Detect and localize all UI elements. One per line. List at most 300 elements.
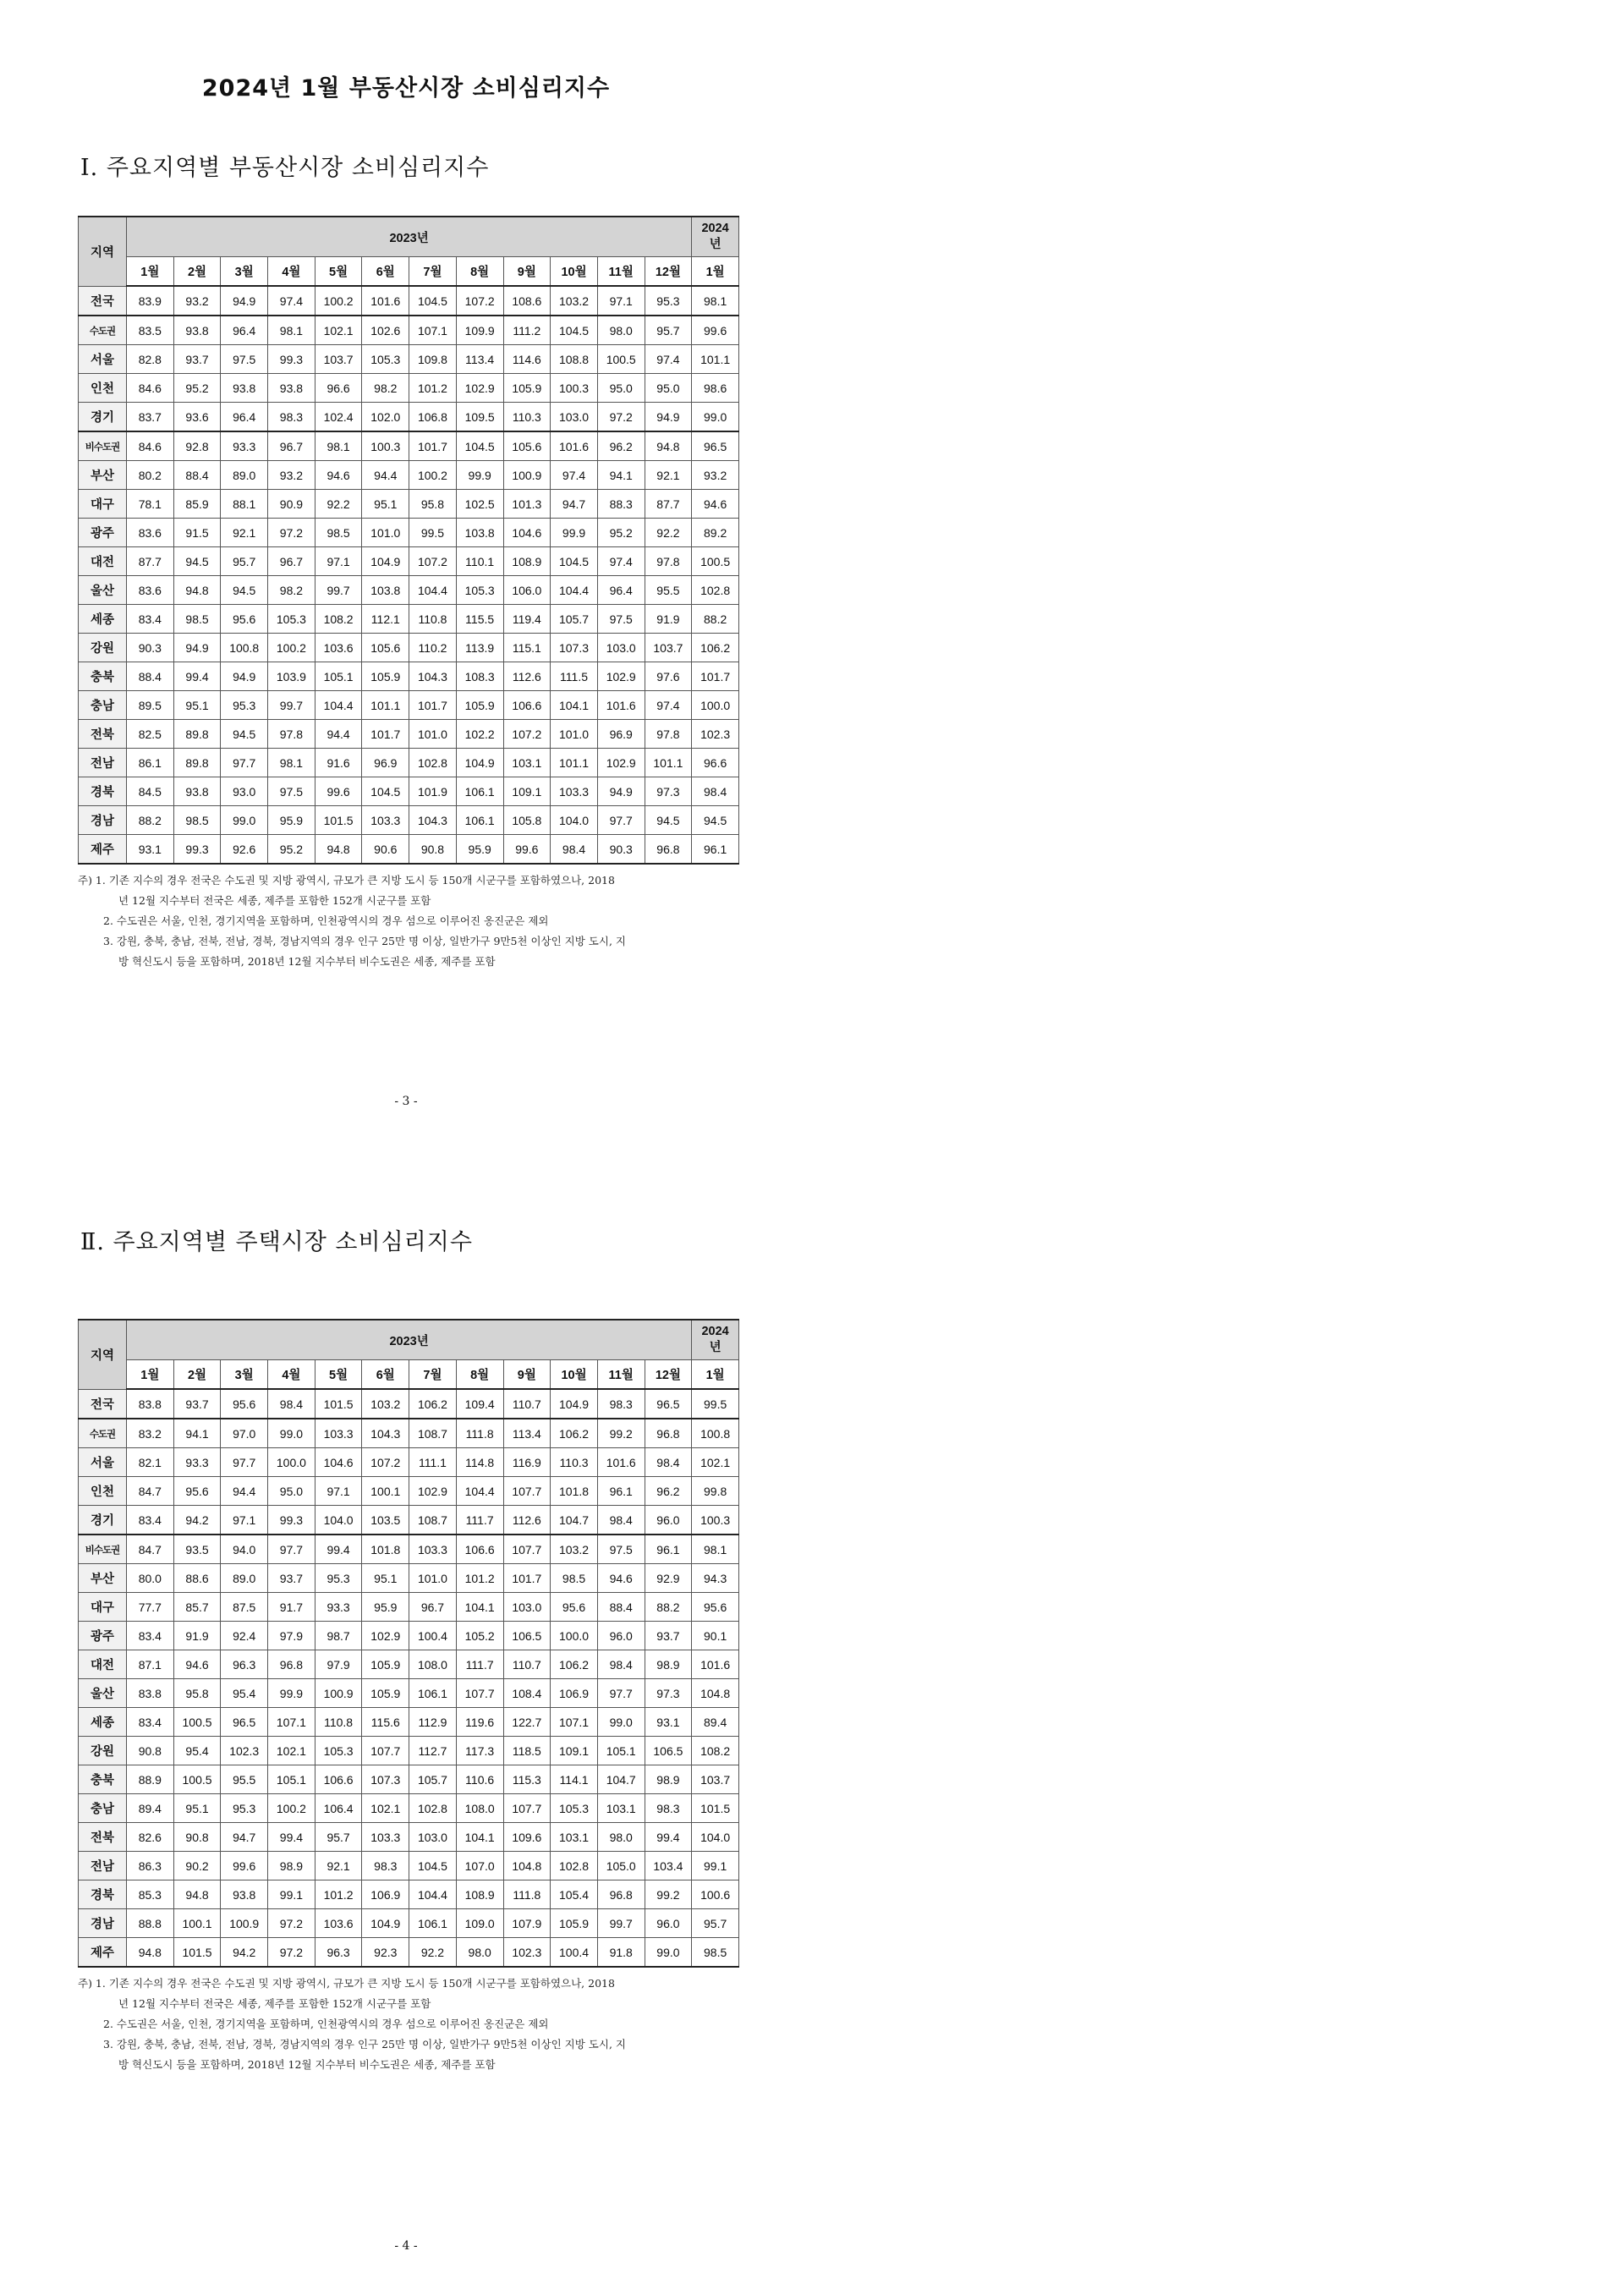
value-cell: 88.4 [127,662,174,691]
month-header: 5월 [315,1360,362,1390]
value-cell: 96.9 [362,749,409,777]
value-cell: 98.5 [173,605,221,634]
value-cell: 117.3 [456,1737,503,1765]
value-cell: 95.1 [173,691,221,720]
value-cell: 89.8 [173,720,221,749]
region-cell: 경남 [79,1909,127,1938]
value-cell: 82.5 [127,720,174,749]
value-cell: 105.3 [315,1737,362,1765]
value-cell: 103.5 [362,1506,409,1535]
region-cell: 대구 [79,490,127,519]
value-cell: 96.1 [645,1535,692,1564]
value-cell: 90.9 [268,490,315,519]
region-cell: 제주 [79,835,127,865]
value-cell: 104.1 [456,1823,503,1852]
value-cell: 99.2 [597,1419,645,1448]
value-cell: 100.9 [503,461,551,490]
value-cell: 101.5 [315,806,362,835]
value-cell: 98.5 [173,806,221,835]
value-cell: 105.9 [362,1679,409,1708]
table-row [79,1622,739,1650]
value-cell: 97.0 [221,1419,268,1448]
value-cell: 94.8 [645,431,692,461]
value-cell: 99.9 [268,1679,315,1708]
table-row [79,691,739,720]
value-cell: 94.6 [597,1564,645,1593]
value-cell: 88.6 [173,1564,221,1593]
document-title: 2024년 1월 부동산시장 소비심리지수 [201,75,611,102]
value-cell: 83.5 [127,316,174,345]
value-cell: 94.1 [597,461,645,490]
value-cell: 88.1 [221,490,268,519]
value-cell: 93.3 [173,1448,221,1477]
value-cell: 101.5 [173,1938,221,1968]
value-cell: 109.8 [409,345,457,374]
value-cell: 93.1 [645,1708,692,1737]
value-cell: 100.2 [315,286,362,316]
value-cell: 111.7 [456,1650,503,1679]
value-cell: 106.1 [409,1679,457,1708]
footnote-line: 주) 1. 기존 지수의 경우 전국은 수도권 및 지방 광역시, 규모가 큰 지방 도시 등 150개 시군구를 포함하였으나, 2018 [78,1977,615,1990]
table-row [79,547,739,576]
value-cell: 103.3 [551,777,598,806]
value-cell: 104.9 [456,749,503,777]
value-cell: 83.8 [127,1389,174,1419]
value-cell: 107.7 [362,1737,409,1765]
value-cell: 101.0 [362,519,409,547]
value-cell: 95.9 [456,835,503,865]
value-cell: 100.0 [551,1622,598,1650]
table-row [79,1880,739,1909]
value-cell: 100.9 [315,1679,362,1708]
value-cell: 97.9 [315,1650,362,1679]
value-cell: 98.7 [315,1622,362,1650]
region-header: 지역 [79,1320,127,1389]
value-cell: 87.7 [127,547,174,576]
value-cell: 96.9 [597,720,645,749]
table-row [79,461,739,490]
value-cell: 103.6 [315,1909,362,1938]
month-header: 1월 [127,1360,174,1390]
table-row [79,1737,739,1765]
value-cell: 104.9 [362,547,409,576]
value-cell: 114.1 [551,1765,598,1794]
value-cell: 94.8 [173,1880,221,1909]
value-cell: 106.4 [315,1794,362,1823]
month-header: 7월 [409,1360,457,1390]
value-cell: 105.1 [315,662,362,691]
value-cell: 91.9 [173,1622,221,1650]
value-cell: 99.5 [692,1389,739,1419]
value-cell: 108.6 [503,286,551,316]
value-cell: 110.3 [551,1448,598,1477]
value-cell: 107.1 [551,1708,598,1737]
value-cell: 100.0 [268,1448,315,1477]
value-cell: 97.7 [221,749,268,777]
value-cell: 94.9 [645,403,692,432]
value-cell: 112.9 [409,1708,457,1737]
value-cell: 90.6 [362,835,409,865]
footnote-line: 년 12월 지수부터 전국은 세종, 제주를 포함한 152개 시군구를 포함 [118,1997,431,2010]
value-cell: 112.7 [409,1737,457,1765]
value-cell: 98.0 [597,316,645,345]
value-cell: 102.9 [362,1622,409,1650]
value-cell: 106.1 [456,806,503,835]
table-row [79,749,739,777]
table-row [79,286,739,316]
table-row [79,345,739,374]
value-cell: 93.0 [221,777,268,806]
value-cell: 92.2 [315,490,362,519]
value-cell: 96.7 [268,431,315,461]
table-row [79,1448,739,1477]
value-cell: 99.3 [268,1506,315,1535]
value-cell: 103.2 [551,286,598,316]
month-header: 2월 [173,257,221,287]
value-cell: 105.1 [597,1737,645,1765]
value-cell: 108.9 [456,1880,503,1909]
value-cell: 100.8 [692,1419,739,1448]
region-cell: 전남 [79,1852,127,1880]
value-cell: 98.9 [645,1650,692,1679]
value-cell: 104.3 [409,662,457,691]
value-cell: 92.2 [409,1938,457,1968]
value-cell: 100.0 [692,691,739,720]
value-cell: 106.9 [362,1880,409,1909]
table-row [79,634,739,662]
value-cell: 107.7 [456,1679,503,1708]
value-cell: 106.6 [456,1535,503,1564]
value-cell: 104.0 [692,1823,739,1852]
table-row [79,1389,739,1419]
value-cell: 93.7 [645,1622,692,1650]
value-cell: 91.6 [315,749,362,777]
value-cell: 95.2 [268,835,315,865]
value-cell: 103.0 [597,634,645,662]
region-cell: 강원 [79,1737,127,1765]
value-cell: 101.1 [362,691,409,720]
value-cell: 99.6 [315,777,362,806]
value-cell: 101.3 [503,490,551,519]
footnote-line: 주) 1. 기존 지수의 경우 전국은 수도권 및 지방 광역시, 규모가 큰 지방 도시 등 150개 시군구를 포함하였으나, 2018 [78,874,615,887]
region-cell: 울산 [79,1679,127,1708]
value-cell: 106.8 [409,403,457,432]
value-cell: 88.8 [127,1909,174,1938]
value-cell: 83.4 [127,1622,174,1650]
value-cell: 93.2 [692,461,739,490]
value-cell: 92.8 [173,431,221,461]
month-header: 3월 [221,257,268,287]
value-cell: 92.1 [221,519,268,547]
value-cell: 94.4 [315,720,362,749]
value-cell: 92.4 [221,1622,268,1650]
value-cell: 99.3 [268,345,315,374]
value-cell: 102.9 [597,749,645,777]
value-cell: 107.7 [503,1477,551,1506]
value-cell: 98.4 [268,1389,315,1419]
value-cell: 89.5 [127,691,174,720]
value-cell: 100.6 [692,1880,739,1909]
value-cell: 94.4 [221,1477,268,1506]
region-cell: 서울 [79,345,127,374]
value-cell: 93.1 [127,835,174,865]
value-cell: 105.9 [362,1650,409,1679]
region-cell: 대전 [79,547,127,576]
table-row [79,835,739,865]
value-cell: 105.9 [456,691,503,720]
value-cell: 105.3 [362,345,409,374]
value-cell: 98.0 [456,1938,503,1968]
value-cell: 95.0 [268,1477,315,1506]
value-cell: 89.0 [221,461,268,490]
value-cell: 96.2 [597,431,645,461]
value-cell: 88.2 [692,605,739,634]
value-cell: 111.8 [456,1419,503,1448]
value-cell: 95.5 [221,1765,268,1794]
table-row [79,1593,739,1622]
value-cell: 102.3 [503,1938,551,1968]
value-cell: 111.7 [456,1506,503,1535]
value-cell: 109.9 [456,316,503,345]
value-cell: 101.6 [692,1650,739,1679]
table-row [79,1765,739,1794]
index-table [78,1319,739,1968]
value-cell: 105.7 [409,1765,457,1794]
value-cell: 96.1 [692,835,739,865]
value-cell: 94.8 [127,1938,174,1968]
value-cell: 99.4 [315,1535,362,1564]
value-cell: 96.5 [692,431,739,461]
value-cell: 107.1 [268,1708,315,1737]
value-cell: 96.2 [645,1477,692,1506]
value-cell: 97.7 [221,1448,268,1477]
value-cell: 105.9 [551,1909,598,1938]
region-cell: 경기 [79,1506,127,1535]
value-cell: 104.4 [551,576,598,605]
value-cell: 93.7 [268,1564,315,1593]
table-row [79,806,739,835]
value-cell: 96.5 [221,1708,268,1737]
value-cell: 103.0 [551,403,598,432]
table-row [79,662,739,691]
value-cell: 101.1 [692,345,739,374]
value-cell: 101.5 [315,1389,362,1419]
region-cell: 서울 [79,1448,127,1477]
value-cell: 80.2 [127,461,174,490]
month-header: 10월 [551,257,598,287]
value-cell: 98.0 [597,1823,645,1852]
month-header: 6월 [362,257,409,287]
value-cell: 103.1 [597,1794,645,1823]
value-cell: 103.2 [362,1389,409,1419]
value-cell: 102.1 [692,1448,739,1477]
value-cell: 106.9 [551,1679,598,1708]
value-cell: 95.7 [692,1909,739,1938]
table-row [79,403,739,432]
value-cell: 90.3 [127,634,174,662]
value-cell: 101.2 [456,1564,503,1593]
region-cell: 대전 [79,1650,127,1679]
value-cell: 83.9 [127,286,174,316]
value-cell: 102.1 [315,316,362,345]
value-cell: 93.7 [173,1389,221,1419]
value-cell: 98.4 [645,1448,692,1477]
footnote-line: 년 12월 지수부터 전국은 세종, 제주를 포함한 152개 시군구를 포함 [118,894,431,907]
table-row [79,1852,739,1880]
month-header: 12월 [645,1360,692,1390]
region-cell: 세종 [79,605,127,634]
value-cell: 102.8 [692,576,739,605]
value-cell: 97.2 [597,403,645,432]
value-cell: 97.7 [268,1535,315,1564]
value-cell: 103.4 [645,1852,692,1880]
value-cell: 104.3 [362,1419,409,1448]
value-cell: 114.6 [503,345,551,374]
value-cell: 96.3 [315,1938,362,1968]
value-cell: 95.3 [221,691,268,720]
value-cell: 93.5 [173,1535,221,1564]
value-cell: 107.3 [362,1765,409,1794]
month-header: 1월 [692,257,739,287]
value-cell: 101.0 [409,720,457,749]
value-cell: 94.9 [173,634,221,662]
value-cell: 107.3 [551,634,598,662]
value-cell: 111.1 [409,1448,457,1477]
value-cell: 122.7 [503,1708,551,1737]
value-cell: 96.8 [268,1650,315,1679]
value-cell: 83.6 [127,576,174,605]
value-cell: 97.4 [597,547,645,576]
value-cell: 107.2 [362,1448,409,1477]
value-cell: 106.2 [551,1419,598,1448]
value-cell: 110.1 [456,547,503,576]
value-cell: 99.0 [221,806,268,835]
region-cell: 전북 [79,1823,127,1852]
value-cell: 88.3 [597,490,645,519]
value-cell: 119.6 [456,1708,503,1737]
value-cell: 104.5 [409,1852,457,1880]
value-cell: 103.9 [268,662,315,691]
value-cell: 88.4 [173,461,221,490]
value-cell: 94.6 [315,461,362,490]
value-cell: 98.1 [692,1535,739,1564]
region-cell: 부산 [79,461,127,490]
table-row [79,374,739,403]
value-cell: 97.4 [645,345,692,374]
value-cell: 101.1 [645,749,692,777]
value-cell: 102.1 [362,1794,409,1823]
table-row [79,490,739,519]
value-cell: 93.2 [268,461,315,490]
value-cell: 95.6 [551,1593,598,1622]
value-cell: 98.4 [551,835,598,865]
value-cell: 106.1 [409,1909,457,1938]
value-cell: 102.9 [597,662,645,691]
value-cell: 102.4 [315,403,362,432]
value-cell: 102.8 [409,1794,457,1823]
value-cell: 108.2 [692,1737,739,1765]
value-cell: 94.5 [645,806,692,835]
value-cell: 101.6 [597,691,645,720]
value-cell: 104.4 [409,1880,457,1909]
value-cell: 94.8 [173,576,221,605]
value-cell: 98.9 [645,1765,692,1794]
value-cell: 94.4 [362,461,409,490]
value-cell: 94.5 [221,720,268,749]
value-cell: 102.8 [551,1852,598,1880]
value-cell: 96.0 [645,1909,692,1938]
value-cell: 95.8 [173,1679,221,1708]
value-cell: 113.9 [456,634,503,662]
value-cell: 91.9 [645,605,692,634]
value-cell: 103.6 [315,634,362,662]
value-cell: 101.0 [409,1564,457,1593]
value-cell: 97.8 [268,720,315,749]
value-cell: 115.3 [503,1765,551,1794]
value-cell: 99.6 [503,835,551,865]
value-cell: 106.6 [315,1765,362,1794]
month-header: 11월 [597,257,645,287]
value-cell: 100.9 [221,1909,268,1938]
value-cell: 95.2 [597,519,645,547]
value-cell: 119.4 [503,605,551,634]
value-cell: 104.9 [551,1389,598,1419]
region-cell: 광주 [79,519,127,547]
month-header: 4월 [268,257,315,287]
value-cell: 116.9 [503,1448,551,1477]
value-cell: 107.2 [456,286,503,316]
value-cell: 97.4 [645,691,692,720]
value-cell: 89.2 [692,519,739,547]
footnote-line: 2. 수도권은 서울, 인천, 경기지역을 포함하며, 인천광역시의 경우 섬으로 이루어진 옹진군은 제외 [103,2018,549,2030]
month-header: 8월 [456,257,503,287]
value-cell: 104.9 [362,1909,409,1938]
value-cell: 107.7 [503,1794,551,1823]
value-cell: 96.8 [597,1880,645,1909]
value-cell: 94.1 [173,1419,221,1448]
value-cell: 92.3 [362,1938,409,1968]
value-cell: 102.3 [692,720,739,749]
value-cell: 106.0 [503,576,551,605]
value-cell: 84.7 [127,1477,174,1506]
value-cell: 95.3 [221,1794,268,1823]
value-cell: 108.3 [456,662,503,691]
value-cell: 95.6 [221,605,268,634]
value-cell: 99.0 [692,403,739,432]
value-cell: 98.9 [268,1852,315,1880]
value-cell: 103.0 [409,1823,457,1852]
table-row [79,1909,739,1938]
value-cell: 100.5 [597,345,645,374]
value-cell: 82.6 [127,1823,174,1852]
value-cell: 96.8 [645,835,692,865]
value-cell: 98.3 [362,1852,409,1880]
value-cell: 95.4 [221,1679,268,1708]
table-row [79,316,739,345]
region-cell: 광주 [79,1622,127,1650]
value-cell: 83.2 [127,1419,174,1448]
value-cell: 93.3 [221,431,268,461]
value-cell: 101.8 [362,1535,409,1564]
value-cell: 90.3 [597,835,645,865]
value-cell: 101.6 [362,286,409,316]
value-cell: 94.5 [692,806,739,835]
value-cell: 107.9 [503,1909,551,1938]
value-cell: 101.7 [409,691,457,720]
value-cell: 103.3 [315,1419,362,1448]
value-cell: 96.4 [221,316,268,345]
value-cell: 100.4 [409,1622,457,1650]
